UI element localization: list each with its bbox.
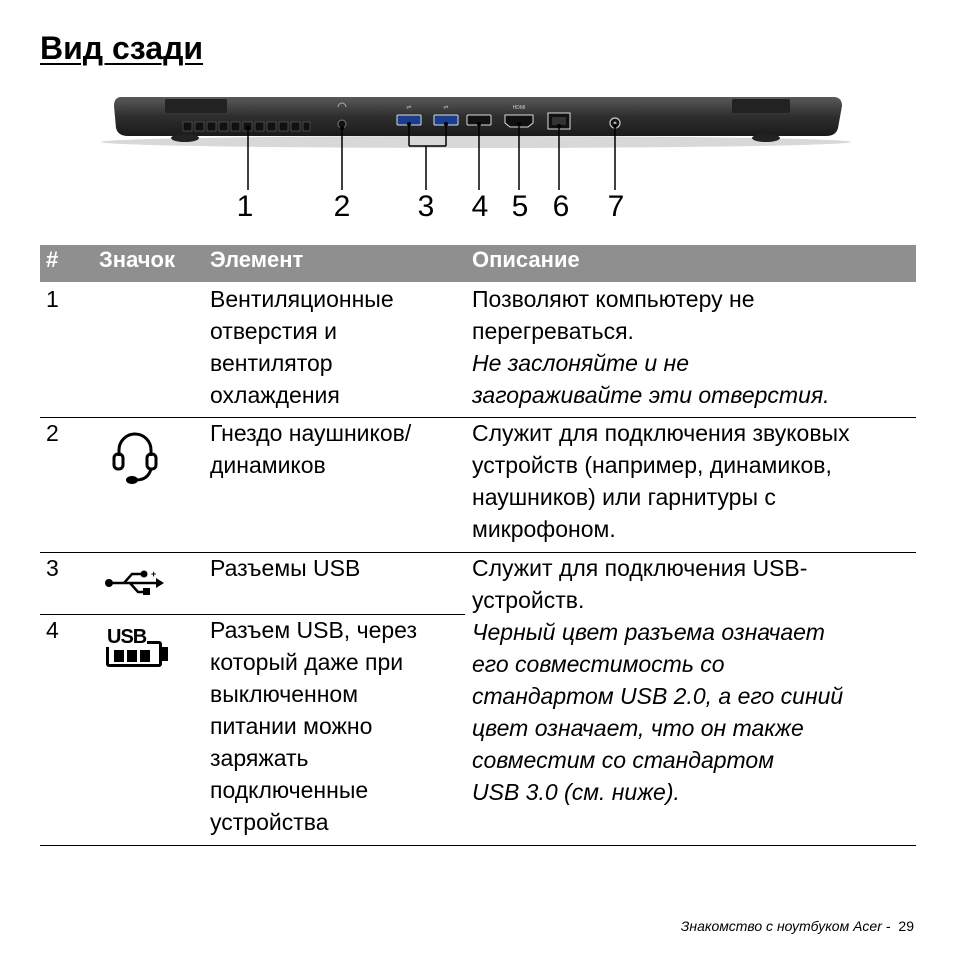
row-3-number: 3 xyxy=(46,555,59,581)
hdmi-port-label: HDMI xyxy=(512,105,526,111)
header-icon: Значок xyxy=(99,247,175,272)
vent-grille xyxy=(183,122,310,131)
row-4-element: Разъем USB, через который даже при выключенном питании можно заряжать подключенные устройства xyxy=(210,617,417,835)
table-bottom-rule xyxy=(40,845,916,846)
page-number: 29 xyxy=(898,918,914,934)
row-1-note: Не заслоняйте и не xyxy=(472,350,689,376)
row-2-description: Служит для подключения звуковых устройств (например, динамиков, наушников) или гарнитуры с микрофоном. xyxy=(472,420,850,542)
page-footer xyxy=(681,918,914,934)
svg-text:+: + xyxy=(151,569,157,579)
svg-text:⇌: ⇌ xyxy=(443,105,449,111)
row-1-number: 1 xyxy=(46,286,59,312)
header-description: Описание xyxy=(472,247,580,272)
callout-2: 2 xyxy=(333,190,351,223)
row-1-element: Вентиляционные отверстия и вентилятор охлаждения xyxy=(210,286,394,408)
page-title: Вид сзади xyxy=(40,30,204,66)
callout-6: 6 xyxy=(552,190,570,223)
callout-5: 5 xyxy=(511,190,529,223)
header-element: Элемент xyxy=(210,247,304,272)
svg-text:⇌: ⇌ xyxy=(406,105,412,111)
callout-1: 1 xyxy=(236,190,254,223)
usb-icon xyxy=(104,568,164,598)
row-4-number: 4 xyxy=(46,617,59,643)
headset-icon xyxy=(110,428,160,486)
callout-7: 7 xyxy=(607,190,625,223)
row-3-element: Разъемы USB xyxy=(210,555,361,581)
row-4-note: Черный цвет разъема означает xyxy=(472,619,825,645)
callout-3: 3 xyxy=(417,190,435,223)
row-1-description: Позволяют компьютеру не перегреваться. Не заслоняйте и не загораживайте эти отверстия. xyxy=(472,283,912,411)
usb-charge-icon: USB xyxy=(106,627,170,669)
header-number: # xyxy=(46,247,59,272)
row-3-4-description: Служит для подключения USB- устройств. Черный цвет разъема означает его совместимость со стандартом USB 2.0, а его синий цвет означает, что он также совместим со стандартом USB 3.0 (см. ниже). xyxy=(472,552,912,808)
row-2-number: 2 xyxy=(46,420,59,446)
footer-text: Знакомство с ноутбуком Acer - xyxy=(680,918,891,934)
callout-4: 4 xyxy=(471,190,489,223)
table-header xyxy=(40,245,916,282)
row-2-element: Гнездо наушников/ динамиков xyxy=(210,420,412,478)
